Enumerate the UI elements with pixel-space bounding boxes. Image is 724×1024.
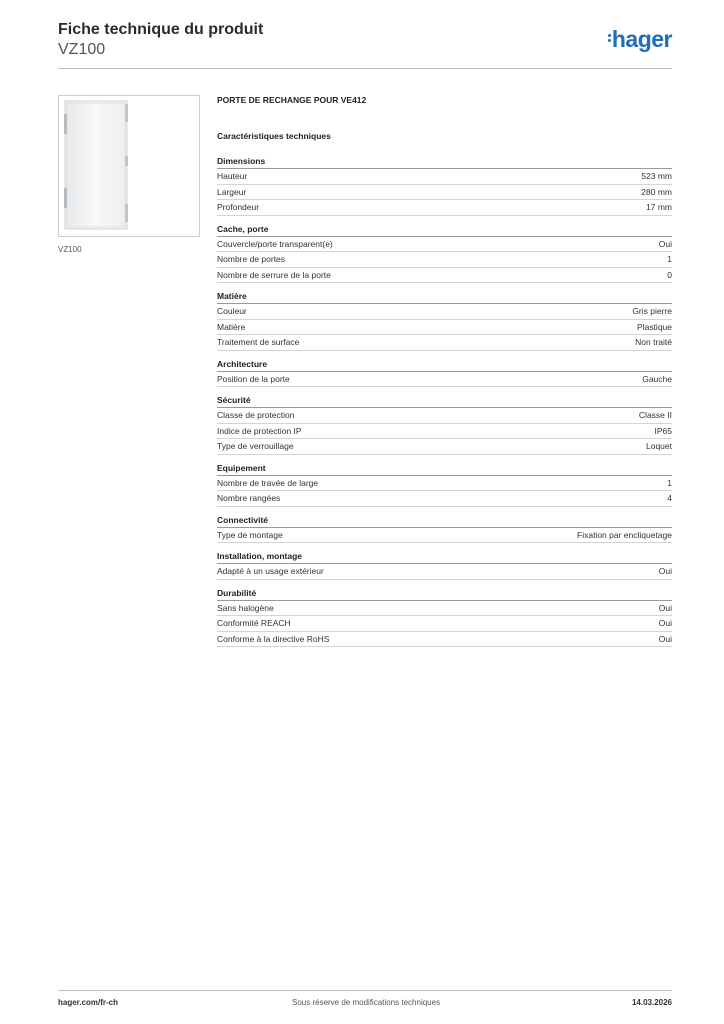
- spec-row: [217, 304, 672, 320]
- spec-label: Nombre rangées: [217, 493, 281, 504]
- spec-group: [217, 588, 672, 648]
- spec-row: [217, 601, 672, 617]
- spec-value: 4: [667, 493, 672, 504]
- spec-value: Plastique: [637, 321, 672, 332]
- spec-row: [217, 632, 672, 648]
- spec-value: Oui: [658, 566, 672, 577]
- spec-value: 17 mm: [646, 202, 672, 213]
- spec-label: Conforme à la directive RoHS: [217, 633, 330, 644]
- spec-heading: Caractéristiques techniques: [217, 131, 331, 141]
- spec-row: [217, 408, 672, 424]
- spec-value: Classe II: [638, 410, 672, 421]
- spec-value: 1: [667, 477, 672, 488]
- spec-value: Fixation par encliquetage: [577, 529, 672, 540]
- page-header: [58, 20, 672, 60]
- spec-label: Couvercle/porte transparent(e): [217, 238, 333, 249]
- header-divider: [58, 68, 672, 69]
- spec-row: [217, 372, 672, 388]
- spec-group-title: Cache, porte: [217, 224, 672, 237]
- spec-label: Nombre de travée de large: [217, 477, 319, 488]
- spec-group-title: Architecture: [217, 359, 672, 372]
- spec-group: [217, 463, 672, 507]
- spec-label: Classe de protection: [217, 410, 295, 421]
- spec-label: Matière: [217, 321, 246, 332]
- spec-label: Type de verrouillage: [217, 441, 294, 452]
- spec-value: Oui: [658, 238, 672, 249]
- spec-row: [217, 237, 672, 253]
- document-title: Fiche technique du produit: [58, 21, 264, 38]
- hager-logo: [608, 26, 672, 53]
- spec-row: [217, 185, 672, 201]
- spec-row: [217, 200, 672, 216]
- spec-group-title: Equipement: [217, 463, 672, 476]
- spec-group: [217, 291, 672, 351]
- spec-value: 280 mm: [641, 186, 672, 197]
- spec-group: [217, 359, 672, 388]
- spec-row: [217, 491, 672, 507]
- spec-row: [217, 252, 672, 268]
- spec-group-title: Connectivité: [217, 515, 672, 528]
- spec-row: [217, 476, 672, 492]
- spec-group: [217, 515, 672, 544]
- product-name: PORTE DE RECHANGE POUR VE412: [217, 95, 367, 105]
- spec-value: Oui: [658, 633, 672, 644]
- spec-row: [217, 528, 672, 544]
- spec-value: IP65: [654, 425, 672, 436]
- door-panel-icon: [59, 96, 199, 236]
- spec-value: Oui: [658, 602, 672, 613]
- spec-group: [217, 224, 672, 284]
- spec-label: Sans halogène: [217, 602, 274, 613]
- spec-group-title: Dimensions: [217, 156, 672, 169]
- spec-label: Traitement de surface: [217, 337, 300, 348]
- spec-group-title: Matière: [217, 291, 672, 304]
- spec-content: [217, 95, 672, 655]
- spec-row: [217, 320, 672, 336]
- spec-row: [217, 564, 672, 580]
- footer-date: 14.03.2026: [631, 998, 672, 1007]
- spec-group: [217, 156, 672, 216]
- logo-dots-icon: [608, 32, 611, 44]
- spec-label: Position de la porte: [217, 373, 290, 384]
- spec-label: Type de montage: [217, 529, 283, 540]
- spec-label: Nombre de portes: [217, 254, 286, 265]
- image-caption: VZ100: [58, 245, 82, 254]
- spec-value: 1: [667, 254, 672, 265]
- spec-group-title: Durabilité: [217, 588, 672, 601]
- product-code: VZ100: [58, 41, 106, 58]
- spec-group-title: Installation, montage: [217, 551, 672, 564]
- spec-label: Hauteur: [217, 171, 248, 182]
- spec-group-title: Sécurité: [217, 395, 672, 408]
- footer-website: hager.com/fr-ch: [58, 998, 119, 1007]
- spec-value: 0: [667, 269, 672, 280]
- spec-row: [217, 335, 672, 351]
- spec-row: [217, 268, 672, 284]
- spec-label: Conformité REACH: [217, 618, 291, 629]
- spec-label: Largeur: [217, 186, 247, 197]
- spec-value: Gauche: [642, 373, 672, 384]
- footer-disclaimer: Sous réserve de modifications techniques: [292, 998, 441, 1007]
- spec-label: Nombre de serrure de la porte: [217, 269, 331, 280]
- product-image: [58, 95, 200, 237]
- spec-value: Non traité: [635, 337, 672, 348]
- spec-label: Couleur: [217, 306, 247, 317]
- spec-group: [217, 395, 672, 455]
- spec-value: Loquet: [646, 441, 672, 452]
- spec-value: Gris pierre: [632, 306, 672, 317]
- spec-group: [217, 551, 672, 580]
- spec-value: Oui: [658, 618, 672, 629]
- spec-row: [217, 439, 672, 455]
- spec-label: Indice de protection IP: [217, 425, 302, 436]
- spec-label: Profondeur: [217, 202, 260, 213]
- spec-row: [217, 424, 672, 440]
- spec-row: [217, 616, 672, 632]
- footer-divider: [58, 990, 672, 991]
- spec-row: [217, 169, 672, 185]
- spec-value: 523 mm: [641, 171, 672, 182]
- spec-groups: [217, 156, 672, 647]
- spec-label: Adapté à un usage extérieur: [217, 566, 324, 577]
- logo-text: hager: [611, 26, 672, 52]
